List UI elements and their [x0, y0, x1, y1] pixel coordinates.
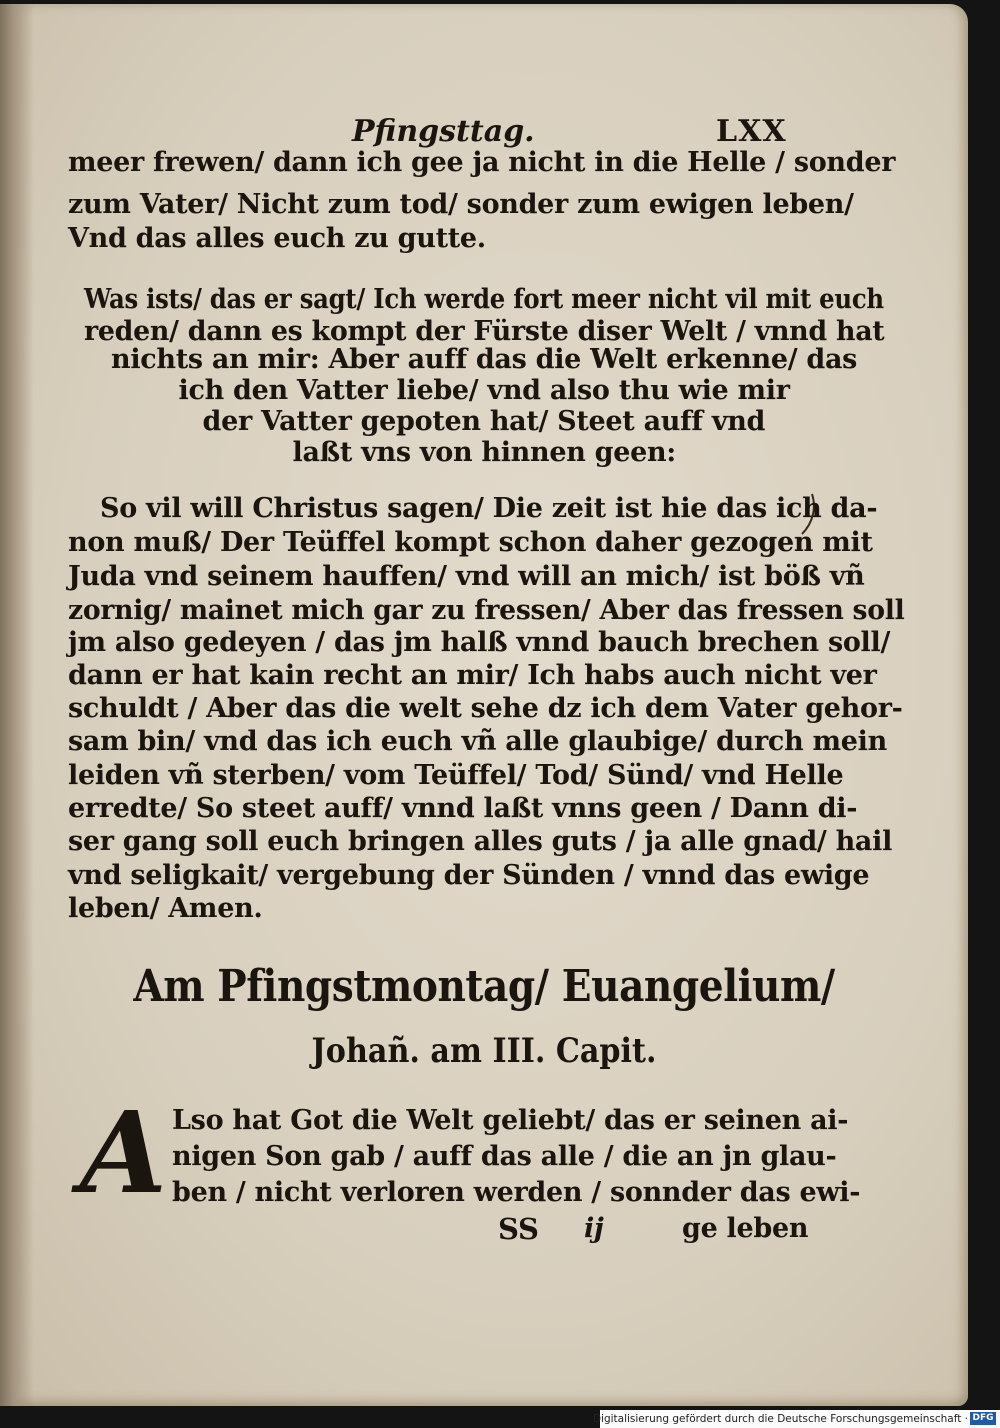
- text-line: dann er hat kain recht an mir/ Ich habs auch nicht ver: [68, 660, 877, 691]
- signature-mark: SS: [498, 1212, 539, 1246]
- text-line: sam bin/ vnd das ich euch vñ alle glaubige/ durch mein: [68, 726, 887, 757]
- quote-line: ich den Vatter liebe/ vnd also thu wie mir: [178, 375, 790, 406]
- digitization-credit: Digitalisierung gefördert durch die Deutsche Forschungsgemeinschaft ·: [592, 1413, 968, 1425]
- section-reference: Johañ. am III. Capit.: [311, 1031, 657, 1071]
- decorated-initial: A: [80, 1088, 167, 1219]
- leaf-number: ij: [584, 1213, 604, 1244]
- text-line: nigen Son gab / auff das alle / die an jn glau-: [172, 1141, 837, 1172]
- section-title: Am Pfingstmontag/ Euangelium/: [133, 961, 835, 1012]
- text-line: erredte/ So steet auff/ vnnd laßt vnns geen / Dann di-: [68, 793, 858, 824]
- text-line: leben/ Amen.: [68, 893, 263, 924]
- quote-line: laßt vns von hinnen geen:: [292, 437, 676, 468]
- quote-line: reden/ dann es kompt der Fürste diser Welt / vnnd hat: [84, 316, 885, 347]
- folio-number: LXX: [716, 114, 787, 149]
- text-line: ser gang soll euch bringen alles guts / ja alle gnad/ hail: [68, 826, 893, 857]
- text-line: non muß/ Der Teüffel kompt schon daher gezogen mit: [68, 527, 873, 558]
- text-line: zornig/ mainet mich gar zu fressen/ Aber das fressen soll: [68, 595, 905, 626]
- text-line: meer frewen/ dann ich gee ja nicht in die Helle / sonder: [68, 147, 896, 178]
- quote-line: nichts an mir: Aber auff das die Welt erkenne/ das: [111, 344, 858, 375]
- book-page: [0, 4, 968, 1406]
- text-line: ben / nicht verloren werden / sonnder das ewi-: [172, 1177, 861, 1208]
- text-line: zum Vater/ Nicht zum tod/ sonder zum ewigen leben/: [68, 189, 854, 220]
- catchword: ge leben: [682, 1213, 809, 1244]
- text-line: Vnd das alles euch zu gutte.: [68, 223, 486, 254]
- text-line: leiden vñ sterben/ vom Teüffel/ Tod/ Sünd/ vnd Helle: [68, 760, 844, 791]
- text-line: Juda vnd seinem hauffen/ vnd will an mich/ ist böß vñ: [68, 561, 865, 592]
- text-line: Lso hat Got die Welt geliebt/ das er seinen ai-: [172, 1105, 849, 1136]
- text-line: vnd seligkait/ vergebung der Sünden / vnnd das ewige: [68, 860, 870, 891]
- text-line: So vil will Christus sagen/ Die zeit ist hie das ich da-: [100, 493, 878, 524]
- quote-line: Was ists/ das er sagt/ Ich werde fort meer nicht vil mit euch: [84, 284, 884, 315]
- dfg-logo: DFG: [970, 1412, 996, 1425]
- running-title: Pfingsttag.: [352, 114, 535, 149]
- text-line: jm also gedeyen / das jm halß vnnd bauch brechen soll/: [68, 627, 891, 658]
- text-line: schuldt / Aber das die welt sehe dz ich dem Vater gehor-: [68, 693, 903, 724]
- quote-line: der Vatter gepoten hat/ Steet auff vnd: [202, 406, 766, 437]
